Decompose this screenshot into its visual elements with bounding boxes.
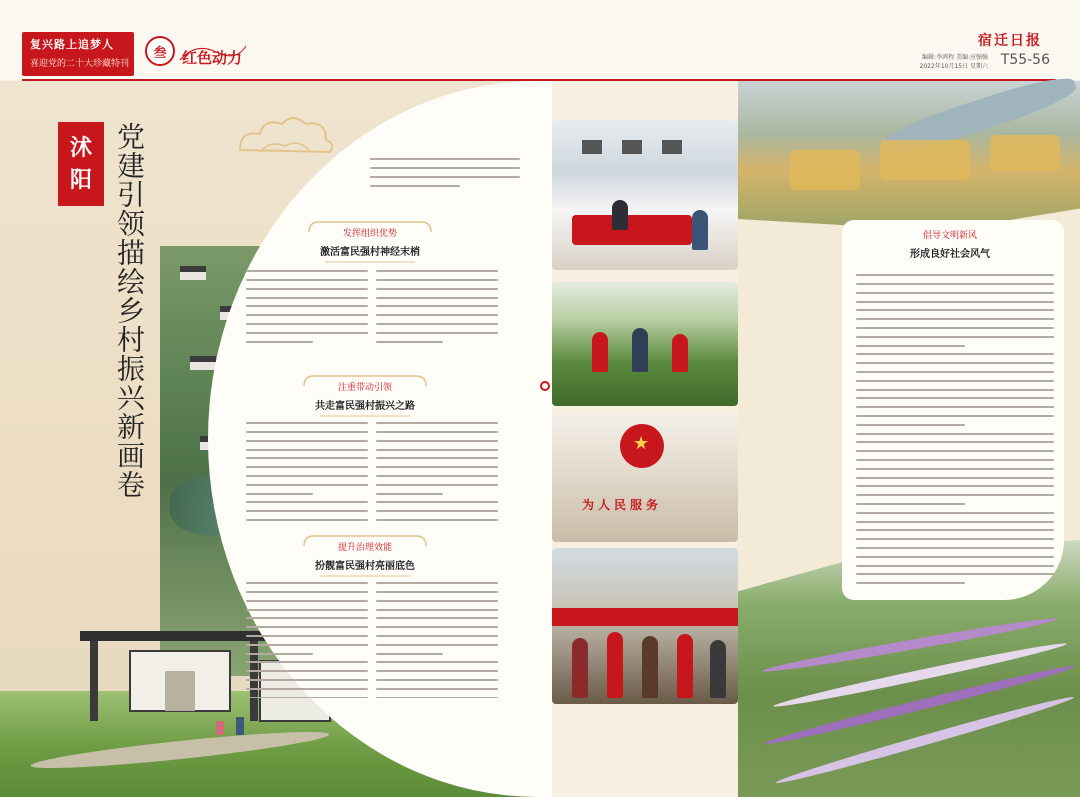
- screen-shape: [622, 140, 642, 154]
- text-line: [376, 609, 498, 616]
- section-heading-2: [300, 372, 430, 420]
- text-line: [246, 484, 368, 491]
- text-line: [376, 510, 498, 517]
- text-line: [856, 380, 1054, 387]
- heading-frame-icon: [300, 372, 430, 420]
- person-shape: [642, 636, 658, 698]
- text-line: [246, 679, 368, 686]
- text-line: [856, 565, 1054, 572]
- text-line: [856, 318, 1054, 325]
- text-line: [376, 661, 498, 668]
- page-numbers: T55-56: [1000, 52, 1050, 68]
- text-line: [246, 279, 368, 286]
- text-line: [376, 332, 498, 339]
- divider-ring-icon: [540, 381, 550, 391]
- text-line: [856, 345, 1054, 352]
- field-shape: [990, 135, 1060, 171]
- article-intro: [370, 156, 520, 191]
- text-line: [246, 475, 368, 482]
- text-line: [376, 600, 498, 607]
- text-line: [376, 466, 498, 473]
- text-line: [856, 582, 1054, 588]
- article-column-3a: [246, 580, 368, 698]
- article-column-1a: [246, 268, 368, 348]
- section-headline-2: 共走富民强村振兴之路: [315, 401, 415, 412]
- person-shape: [632, 328, 648, 372]
- text-line: [856, 441, 1054, 448]
- heading-frame-icon: [300, 532, 430, 580]
- text-line: [246, 609, 368, 616]
- text-line: [376, 697, 498, 698]
- text-line: [246, 341, 368, 348]
- text-line: [376, 297, 498, 304]
- person-shape: [677, 634, 693, 698]
- section-heading-1: [305, 218, 435, 266]
- service-center-photo: [552, 120, 738, 270]
- text-line: [856, 283, 1054, 290]
- main-title: 党建引领描绘乡村振兴新画卷: [113, 122, 146, 499]
- text-line: [246, 270, 368, 277]
- person-shape: [672, 334, 688, 372]
- text-line: [856, 556, 1054, 563]
- text-line: [376, 288, 498, 295]
- text-line: [376, 617, 498, 624]
- text-line: [856, 274, 1054, 281]
- text-line: [376, 582, 498, 589]
- text-line: [246, 617, 368, 624]
- location-char-1: 沭: [69, 135, 92, 161]
- right-section-headline: 形成良好社会风气: [910, 249, 990, 260]
- text-line: [856, 459, 1054, 466]
- text-line: [376, 484, 498, 491]
- section-headline-1: 激活富民强村神经末梢: [320, 247, 420, 258]
- hall-slogan: 为人民服务: [582, 498, 663, 512]
- text-line: [376, 635, 498, 642]
- text-line: [856, 477, 1054, 484]
- paper-logo: 宿迁日报: [978, 33, 1042, 49]
- person-shape: [572, 638, 588, 698]
- text-line: [856, 371, 1054, 378]
- issue-number-badge: 叁: [145, 36, 175, 66]
- person-shape: [607, 632, 623, 698]
- right-article-column: [856, 272, 1054, 588]
- section-name: 红色动力: [182, 49, 243, 67]
- article-column-2a: [246, 420, 368, 528]
- text-line: [246, 493, 368, 500]
- text-line: [246, 332, 368, 339]
- text-line: [856, 521, 1054, 528]
- location-char-2: 阳: [69, 167, 92, 193]
- text-line: [376, 626, 498, 633]
- text-line: [376, 440, 498, 447]
- text-line: [856, 415, 1054, 422]
- party-hall-photo: [552, 414, 738, 542]
- text-line: [856, 485, 1054, 492]
- text-line: [246, 688, 368, 695]
- service-desk-shape: [572, 215, 692, 245]
- text-line: [376, 305, 498, 312]
- text-line: [856, 424, 1054, 431]
- text-line: [856, 309, 1054, 316]
- text-line: [376, 653, 498, 660]
- text-line: [246, 644, 368, 651]
- text-line: [856, 336, 1054, 343]
- text-line: [856, 573, 1054, 580]
- text-line: [246, 431, 368, 438]
- text-line: [376, 679, 498, 686]
- text-line: [856, 538, 1054, 545]
- text-line: [856, 512, 1054, 519]
- section-heading-3: [300, 532, 430, 580]
- special-issue-banner: [22, 32, 134, 76]
- section-kicker-1: 发挥组织优势: [342, 229, 397, 239]
- field-shape: [790, 150, 860, 190]
- text-line: [246, 440, 368, 447]
- text-line: [376, 475, 498, 482]
- text-line: [246, 670, 368, 677]
- screen-shape: [582, 140, 602, 154]
- text-line: [376, 270, 498, 277]
- text-line: [856, 397, 1054, 404]
- text-line: [856, 450, 1054, 457]
- text-line: [376, 519, 498, 526]
- article-column-2b: [376, 420, 498, 528]
- person-shape: [612, 200, 628, 230]
- person-shape: [710, 640, 726, 698]
- party-emblem-icon: [620, 424, 664, 468]
- text-line: [856, 389, 1054, 396]
- text-line: [376, 449, 498, 456]
- banner-line-1: 复兴路上追梦人: [30, 38, 114, 51]
- masthead: [0, 0, 1080, 80]
- text-line: [856, 433, 1054, 440]
- text-line: [246, 323, 368, 330]
- text-line: [246, 297, 368, 304]
- text-line: [376, 688, 498, 695]
- column-divider: [538, 81, 552, 797]
- text-line: [856, 301, 1054, 308]
- editors-line: 编辑:李鸿程 美编:应强强: [922, 54, 988, 61]
- text-line: [246, 466, 368, 473]
- text-line: [856, 494, 1054, 501]
- text-line: [376, 314, 498, 321]
- text-line: [246, 501, 368, 508]
- text-line: [856, 406, 1054, 413]
- text-line: [376, 431, 498, 438]
- section-kicker-2: 注重带动引领: [337, 383, 392, 393]
- text-line: [246, 626, 368, 633]
- text-line: [246, 697, 368, 698]
- person-shape: [692, 210, 708, 250]
- text-line: [856, 468, 1054, 475]
- text-line: [376, 644, 498, 651]
- greenhouse-photo: [552, 282, 738, 406]
- text-line: [856, 503, 1054, 510]
- text-line: [376, 341, 498, 348]
- volunteers-photo: [552, 548, 738, 704]
- right-section-heading: [880, 226, 1020, 264]
- right-section-kicker: 倡导文明新风: [922, 231, 977, 241]
- text-line: [856, 327, 1054, 334]
- text-line: [246, 582, 368, 589]
- cloud-ornament-icon: [230, 110, 340, 160]
- text-line: [246, 653, 368, 660]
- text-line: [246, 661, 368, 668]
- screen-shape: [662, 140, 682, 154]
- text-line: [376, 323, 498, 330]
- house-shape: [180, 266, 206, 280]
- text-line: [376, 493, 498, 500]
- text-line: [246, 600, 368, 607]
- text-line: [246, 457, 368, 464]
- text-line: [376, 501, 498, 508]
- text-line: [246, 305, 368, 312]
- field-shape: [880, 140, 970, 180]
- section-kicker-3: 提升治理效能: [337, 543, 392, 553]
- text-line: [376, 279, 498, 286]
- article-column-1b: [376, 268, 498, 348]
- text-line: [376, 457, 498, 464]
- text-line: [246, 422, 368, 429]
- text-line: [246, 510, 368, 517]
- red-banner-shape: [552, 608, 738, 626]
- text-line: [246, 314, 368, 321]
- heading-frame-icon: [305, 218, 435, 266]
- text-line: [376, 670, 498, 677]
- text-line: [376, 591, 498, 598]
- date-line: 2022年10月15日 星期六: [919, 63, 988, 70]
- text-line: [246, 591, 368, 598]
- text-line: [856, 362, 1054, 369]
- text-line: [376, 422, 498, 429]
- text-line: [246, 449, 368, 456]
- text-line: [856, 547, 1054, 554]
- article-column-3b: [376, 580, 498, 698]
- section-headline-3: 扮靓富民强村亮丽底色: [315, 561, 415, 572]
- text-line: [856, 292, 1054, 299]
- house-shape: [190, 356, 216, 370]
- text-line: [246, 288, 368, 295]
- text-line: [856, 529, 1054, 536]
- location-badge: [58, 122, 104, 206]
- text-line: [246, 635, 368, 642]
- text-line: [856, 353, 1054, 360]
- banner-line-2: 喜迎党的二十大珍藏特刊: [30, 59, 130, 69]
- person-shape: [592, 332, 608, 372]
- text-line: [246, 519, 368, 526]
